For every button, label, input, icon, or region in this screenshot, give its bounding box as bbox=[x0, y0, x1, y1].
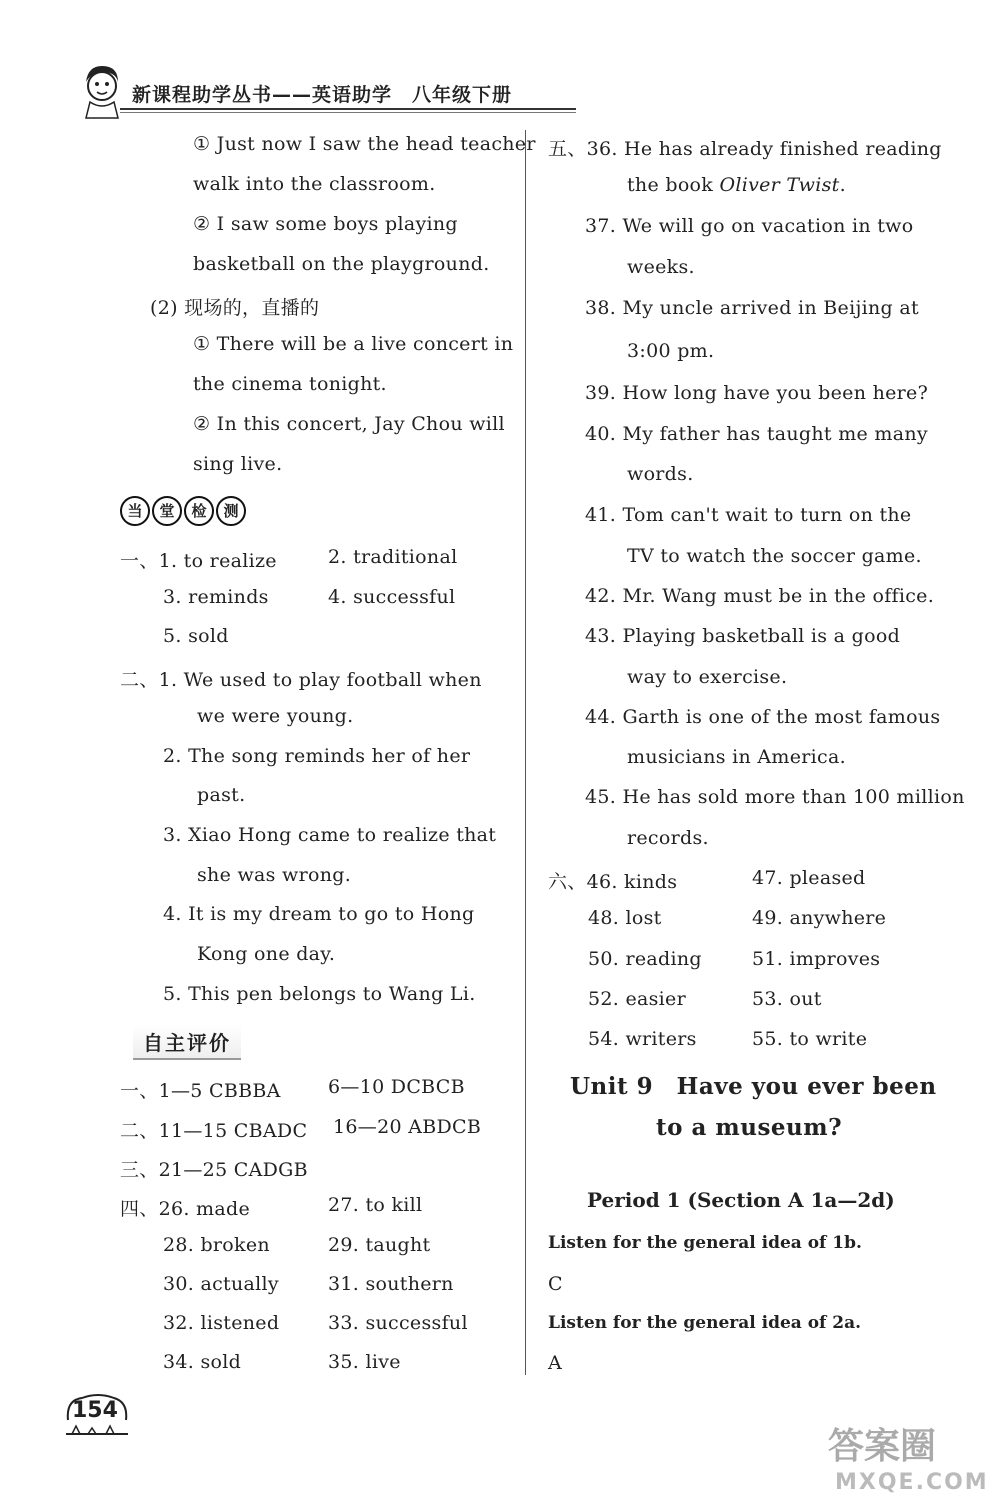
answer-item: we were young. bbox=[197, 705, 354, 727]
answer-item: 33. successful bbox=[328, 1312, 468, 1334]
answer-item: 42. Mr. Wang must be in the office. bbox=[585, 585, 935, 607]
answer-item: 32. listened bbox=[163, 1312, 280, 1334]
answer-item: 一、1—5 CBBBA bbox=[120, 1080, 281, 1102]
answer-item: 50. reading bbox=[588, 948, 702, 970]
example-sentence: ① There will be a live concert in bbox=[193, 333, 514, 355]
answer-item: 29. taught bbox=[328, 1234, 431, 1256]
answer-item: 16—20 ABDCB bbox=[333, 1116, 482, 1138]
answer-item: weeks. bbox=[627, 256, 695, 278]
answer-item: Kong one day. bbox=[197, 943, 336, 965]
example-sentence: sing live. bbox=[193, 453, 283, 475]
example-sentence: ② I saw some boys playing bbox=[193, 213, 458, 235]
answer-item: 2. The song reminds her of her bbox=[163, 745, 471, 767]
answer-item: 4. successful bbox=[328, 586, 456, 608]
answer-item-line bbox=[627, 174, 846, 196]
listening-task: Listen for the general idea of 2a. bbox=[548, 1313, 862, 1333]
page-number: 154 bbox=[72, 1398, 118, 1423]
answer-item: TV to watch the soccer game. bbox=[627, 545, 922, 567]
badge-char: 堂 bbox=[152, 496, 182, 526]
answer-item: records. bbox=[627, 827, 709, 849]
answer-item: 37. We will go on vacation in two bbox=[585, 215, 914, 237]
answer-item: 六、46. kinds bbox=[548, 871, 678, 893]
badge-char: 测 bbox=[216, 496, 246, 526]
answer-item: 3. Xiao Hong came to realize that bbox=[163, 824, 497, 846]
answer-item: words. bbox=[627, 463, 694, 485]
answer-item: 39. How long have you been here? bbox=[585, 382, 929, 404]
example-sentence: the cinema tonight. bbox=[193, 373, 387, 395]
answer-item: 3. reminds bbox=[163, 586, 269, 608]
answer-item: 40. My father has taught me many bbox=[585, 423, 928, 445]
answer-item: she was wrong. bbox=[197, 864, 352, 886]
answer-item: 35. live bbox=[328, 1351, 401, 1373]
watermark-logo: 答案圈 bbox=[828, 1426, 937, 1467]
answer-item: 55. to write bbox=[752, 1028, 868, 1050]
answer-item: 31. southern bbox=[328, 1273, 454, 1295]
answer-item: 28. broken bbox=[163, 1234, 270, 1256]
book-title: Oliver Twist bbox=[719, 174, 840, 196]
answer-item: 6—10 DCBCB bbox=[328, 1076, 465, 1098]
answer-item: musicians in America. bbox=[627, 746, 846, 768]
answer-item: 5. This pen belongs to Wang Li. bbox=[163, 983, 476, 1005]
answer-item: 48. lost bbox=[588, 907, 662, 929]
section-badge-in-class-test bbox=[120, 496, 246, 526]
answer-item: 五、36. He has already finished reading bbox=[548, 138, 942, 160]
answer-item: way to exercise. bbox=[627, 666, 788, 688]
answer-item: 53. out bbox=[752, 988, 822, 1010]
badge-char: 当 bbox=[120, 496, 150, 526]
section-heading-self-evaluation: 自主评价 bbox=[133, 1025, 241, 1060]
unit-title: Unit 9 Have you ever been bbox=[570, 1073, 937, 1100]
definition-heading: (2) 现场的，直播的 bbox=[150, 297, 320, 319]
answer-item: 27. to kill bbox=[328, 1194, 423, 1216]
example-sentence: ② In this concert, Jay Chou will bbox=[193, 413, 505, 435]
answer-item: 44. Garth is one of the most famous bbox=[585, 706, 941, 728]
answer-item: 51. improves bbox=[752, 948, 881, 970]
period-heading: Period 1 (Section A 1a—2d) bbox=[587, 1188, 895, 1212]
mascot-icon bbox=[78, 62, 124, 120]
header-rule bbox=[120, 108, 576, 110]
answer-item: 45. He has sold more than 100 million bbox=[585, 786, 965, 808]
answer-item: 二、1. We used to play football when bbox=[120, 669, 482, 691]
example-sentence: ① Just now I saw the head teacher bbox=[193, 133, 536, 155]
answer-item: 2. traditional bbox=[328, 546, 458, 568]
header-rule-thin bbox=[120, 112, 576, 113]
example-sentence: walk into the classroom. bbox=[193, 173, 436, 195]
answer-item: 52. easier bbox=[588, 988, 686, 1010]
answer-item: 4. It is my dream to go to Hong bbox=[163, 903, 475, 925]
answer-item: 34. sold bbox=[163, 1351, 242, 1373]
answer-item: 三、21—25 CADGB bbox=[120, 1159, 308, 1181]
answer-item: 一、1. to realize bbox=[120, 550, 277, 572]
answer-item: 3:00 pm. bbox=[627, 340, 715, 362]
badge-char: 检 bbox=[184, 496, 214, 526]
answer-item: 43. Playing basketball is a good bbox=[585, 625, 901, 647]
answer-item: 49. anywhere bbox=[752, 907, 887, 929]
answer-item: 30. actually bbox=[163, 1273, 279, 1295]
column-divider bbox=[525, 130, 526, 1375]
answer-item: past. bbox=[197, 784, 246, 806]
listening-answer: C bbox=[548, 1273, 563, 1295]
answer-item: 二、11—15 CBADC bbox=[120, 1120, 308, 1142]
answer-item: 54. writers bbox=[588, 1028, 697, 1050]
answer-item: 47. pleased bbox=[752, 867, 866, 889]
listening-task: Listen for the general idea of 1b. bbox=[548, 1233, 862, 1253]
watermark-url: MXQE.COM bbox=[835, 1470, 989, 1495]
unit-title: to a museum? bbox=[656, 1114, 843, 1141]
answer-text: . bbox=[839, 174, 846, 196]
answer-item: 41. Tom can't wait to turn on the bbox=[585, 504, 912, 526]
page-number-badge bbox=[62, 1390, 132, 1446]
page-header-title: 新课程助学丛书——英语助学 八年级下册 bbox=[132, 84, 513, 106]
listening-answer: A bbox=[548, 1352, 563, 1374]
example-sentence: basketball on the playground. bbox=[193, 253, 490, 275]
answer-item: 四、26. made bbox=[120, 1198, 251, 1220]
answer-text: the book bbox=[627, 174, 720, 196]
answer-item: 38. My uncle arrived in Beijing at bbox=[585, 297, 919, 319]
answer-item: 5. sold bbox=[163, 625, 229, 647]
